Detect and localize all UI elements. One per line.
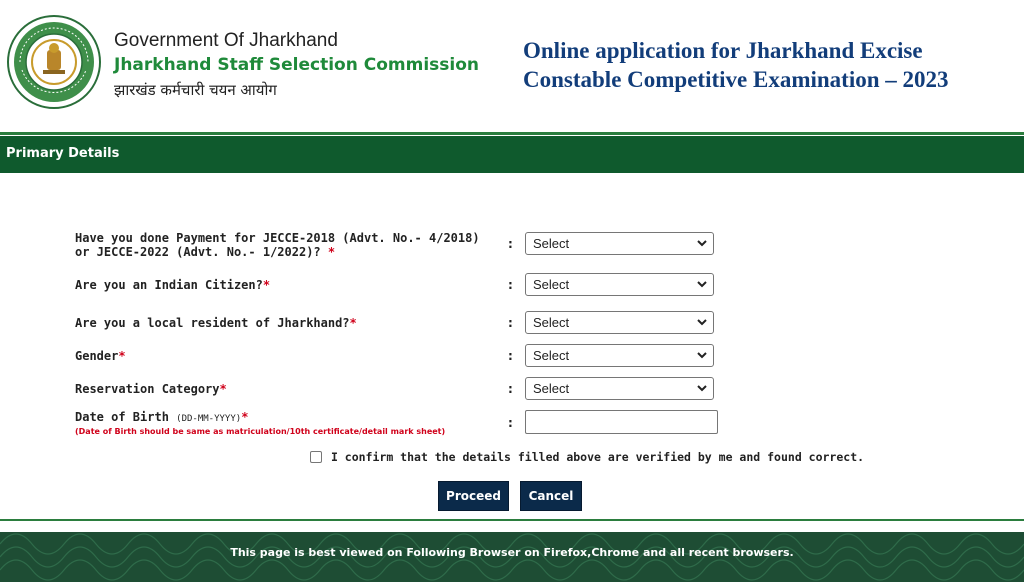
colon: : [508, 382, 513, 396]
reservation-category-select[interactable] [525, 377, 714, 400]
confirm-checkbox[interactable] [310, 451, 322, 463]
org-hindi-name: झारखंड कर्मचारी चयन आयोग [114, 81, 277, 99]
gender-select[interactable] [525, 344, 714, 367]
colon: : [508, 278, 513, 292]
local-resident-select-value: Select [533, 315, 570, 330]
confirm-text: I confirm that the details filled above are verified by me and found correct. [330, 450, 865, 464]
label-payment-text: Have you done Payment for JECCE-2018 (Advt. No.- 4/2018) or JECCE-2022 (Advt. No.- 1/2022)? [75, 231, 480, 259]
label-local-resident [75, 316, 495, 330]
org-commission-name: Jharkhand Staff Selection Commission [114, 55, 480, 75]
label-citizen [75, 278, 495, 292]
colon: : [508, 316, 513, 330]
footer-text: This page is best viewed on Following Browser on Firefox,Chrome and all recent browsers. [230, 546, 794, 559]
required-marker: * [349, 316, 357, 330]
confirm-row [310, 450, 864, 464]
section-title: Primary Details [6, 146, 120, 161]
reservation-category-select-value: Select [533, 381, 570, 396]
proceed-button[interactable]: Proceed [438, 481, 509, 511]
label-gender-text: Gender [75, 349, 119, 363]
required-marker: * [262, 278, 271, 292]
local-resident-select[interactable] [525, 311, 714, 334]
header-divider [0, 132, 1024, 135]
chevron-down-icon [696, 316, 708, 328]
label-local-resident-text: Are you a local resident of Jharkhand? [75, 316, 350, 330]
required-marker: * [219, 382, 227, 396]
application-title [523, 36, 1013, 94]
citizen-select[interactable] [525, 273, 714, 296]
label-citizen-text: Are you an Indian Citizen? [75, 278, 263, 292]
chevron-down-icon [696, 382, 708, 394]
cancel-button[interactable]: Cancel [520, 481, 582, 511]
chevron-down-icon [696, 349, 708, 361]
required-marker: * [327, 245, 336, 259]
required-marker: * [118, 349, 126, 363]
dob-input[interactable] [525, 410, 718, 434]
jssc-seal-logo [6, 14, 102, 110]
page-footer [0, 532, 1024, 582]
org-english-name: Government Of Jharkhand [114, 30, 338, 51]
payment-select[interactable] [525, 232, 714, 255]
label-gender [75, 349, 495, 363]
chevron-down-icon [696, 278, 708, 290]
page-header [0, 0, 1024, 132]
label-dob-text: Date of Birth [75, 410, 169, 424]
dob-note: (Date of Birth should be same as matriculation/10th certificate/detail mark sheet) [75, 427, 446, 436]
colon: : [508, 416, 513, 430]
chevron-down-icon [696, 237, 708, 249]
dob-format-hint: (DD-MM-YYYY) [176, 414, 242, 424]
colon: : [508, 237, 513, 251]
label-reservation-category-text: Reservation Category [75, 382, 220, 396]
application-title-line1: Online application for Jharkhand Excise [523, 38, 923, 63]
gender-select-value: Select [533, 348, 570, 363]
label-payment [75, 231, 495, 259]
application-title-line2: Constable Competitive Examination – 2023 [523, 67, 949, 92]
section-bar [0, 136, 1024, 173]
footer-divider [0, 519, 1024, 521]
label-date-of-birth [75, 410, 495, 437]
payment-select-value: Select [533, 236, 570, 251]
label-reservation-category [75, 382, 495, 396]
citizen-select-value: Select [533, 277, 570, 292]
required-marker: * [241, 410, 249, 424]
colon: : [508, 349, 513, 363]
